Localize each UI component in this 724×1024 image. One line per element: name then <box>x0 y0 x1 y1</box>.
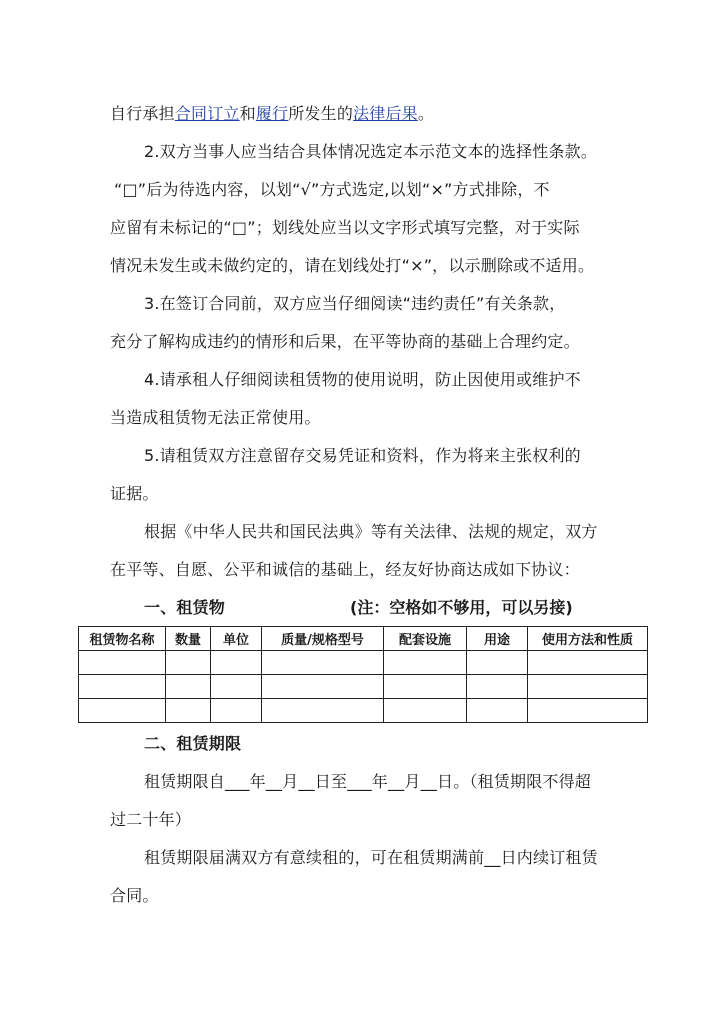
paragraph-line: 合同。 <box>110 886 159 905</box>
table-cell[interactable] <box>79 699 166 723</box>
link-performance[interactable]: 履行 <box>255 104 289 123</box>
table-cell[interactable] <box>262 699 384 723</box>
column-header: 质量/规格型号 <box>262 627 384 651</box>
column-header: 单位 <box>211 627 262 651</box>
table-cell[interactable] <box>384 651 467 675</box>
paragraph-line: 在平等、自愿、公平和诚信的基础上，经友好协商达成如下协议： <box>110 560 580 579</box>
text: 所发生的 <box>288 104 354 123</box>
table-row <box>79 699 648 723</box>
table-cell[interactable] <box>166 651 211 675</box>
paragraph-consequences <box>110 103 620 125</box>
table-cell[interactable] <box>79 651 166 675</box>
paragraph-line: 租赁期限届满双方有意续租的，可在租赁期满前__日内续订租赁 <box>144 848 598 867</box>
column-header: 使用方法和性质 <box>528 627 648 651</box>
table-cell[interactable] <box>211 675 262 699</box>
paragraph-line: 当造成租赁物无法正常使用。 <box>110 408 321 427</box>
table-cell[interactable] <box>384 675 467 699</box>
table-cell[interactable] <box>467 675 528 699</box>
table-header-row <box>79 627 648 651</box>
paragraph-line: 应留有未标记的“□”；划线处应当以文字形式填写完整，对于实际 <box>110 218 580 237</box>
table-cell[interactable] <box>262 651 384 675</box>
column-header: 用途 <box>467 627 528 651</box>
column-header: 配套设施 <box>384 627 467 651</box>
table-cell[interactable] <box>211 699 262 723</box>
table-row <box>79 651 648 675</box>
table-cell[interactable] <box>528 699 648 723</box>
paragraph-line: 3.在签订合同前，双方应当仔细阅读“违约责任”有关条款， <box>144 294 566 313</box>
paragraph-line: 4.请承租人仔细阅读租赁物的使用说明，防止因使用或维护不 <box>144 370 581 389</box>
paragraph-line: 租赁期限自___年__月__日至___年__月__日。（租赁期限不得超 <box>144 772 592 791</box>
paragraph-line: 2.双方当事人应当结合具体情况选定本示范文本的选择性条款。 <box>144 142 598 161</box>
leased-items-table <box>78 626 648 723</box>
table-cell[interactable] <box>79 675 166 699</box>
text: 。 <box>417 104 435 123</box>
table-cell[interactable] <box>211 651 262 675</box>
table-cell[interactable] <box>166 699 211 723</box>
text: 自行承担 <box>110 104 175 123</box>
table-note: (注：空格如不够用，可以另接) <box>350 598 573 617</box>
paragraph-line: 根据《中华人民共和国民法典》等有关法律、法规的规定，双方 <box>144 522 598 541</box>
table-cell[interactable] <box>528 675 648 699</box>
column-header: 租赁物名称 <box>79 627 166 651</box>
table-cell[interactable] <box>528 651 648 675</box>
paragraph-line: 情况未发生或未做约定的，请在划线处打“×”，以示删除或不适用。 <box>110 256 595 275</box>
paragraph-line: 5.请租赁双方注意留存交易凭证和资料，作为将来主张权利的 <box>144 446 581 465</box>
paragraph-line: 过二十年） <box>110 810 192 829</box>
table-cell[interactable] <box>262 675 384 699</box>
paragraph-line: “□”后为待选内容，以划“√”方式选定,以划“×”方式排除，不 <box>114 180 550 199</box>
column-header: 数量 <box>166 627 211 651</box>
section-title-leased-items: 一、租赁物 <box>144 598 226 617</box>
table-cell[interactable] <box>467 699 528 723</box>
paragraph-line: 证据。 <box>110 484 159 503</box>
link-legal-consequences[interactable]: 法律后果 <box>353 104 418 123</box>
section-title-lease-term: 二、租赁期限 <box>144 734 242 753</box>
text: 和 <box>239 104 256 123</box>
link-contract-formation[interactable]: 合同订立 <box>174 104 240 123</box>
table-cell[interactable] <box>467 651 528 675</box>
table-cell[interactable] <box>384 699 467 723</box>
paragraph-line: 充分了解构成违约的情形和后果，在平等协商的基础上合理约定。 <box>110 332 580 351</box>
table-cell[interactable] <box>166 675 211 699</box>
table-row <box>79 675 648 699</box>
